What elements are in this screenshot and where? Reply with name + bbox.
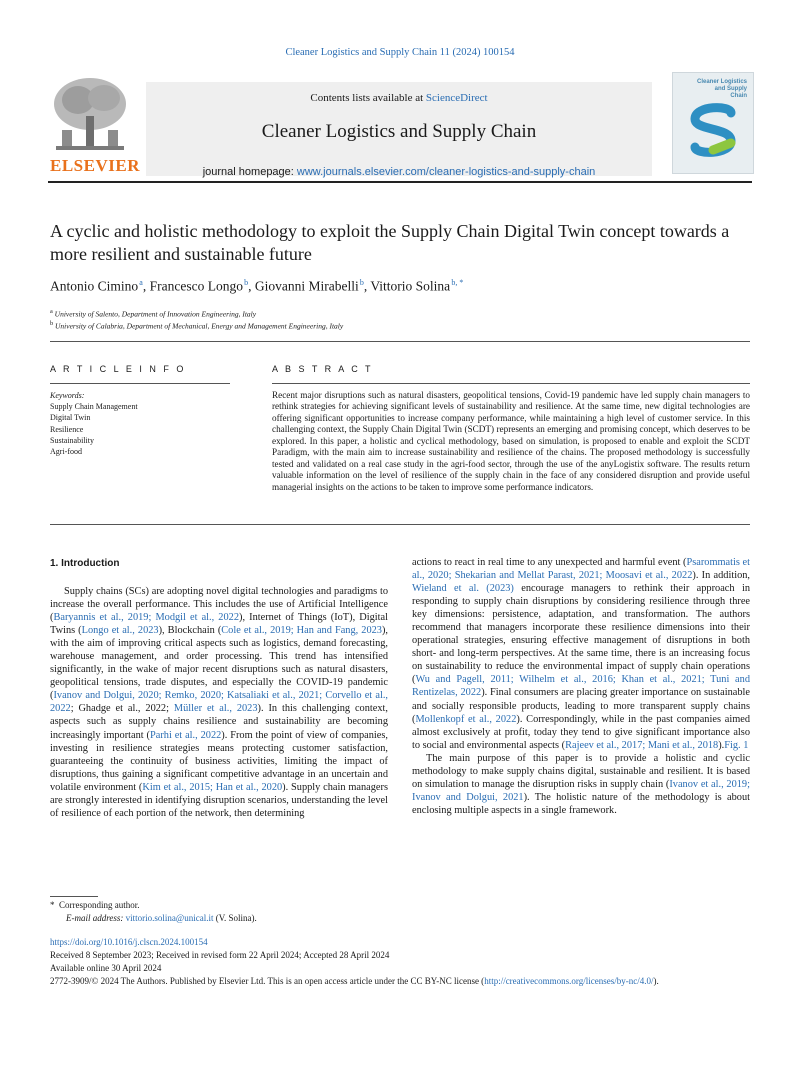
- journal-citation[interactable]: Cleaner Logistics and Supply Chain 11 (2024) 100154: [285, 47, 515, 58]
- keyword-item: Digital Twin: [50, 413, 91, 423]
- cover-s-logo-icon: [673, 73, 753, 173]
- article-info-heading: A R T I C L E I N F O: [50, 364, 186, 374]
- homepage-label: journal homepage:: [202, 166, 297, 178]
- tree-icon: [48, 72, 132, 156]
- keyword-item: Supply Chain Management: [50, 402, 138, 412]
- reference-link[interactable]: Rajeev et al., 2017; Mani et al., 2018: [565, 739, 719, 751]
- abstract-heading: A B S T R A C T: [272, 364, 374, 374]
- email-label: E-mail address:: [66, 913, 126, 923]
- journal-banner: [48, 72, 752, 176]
- license-line: [50, 975, 750, 988]
- reference-link[interactable]: Ivanov et al., 2019; Ivanov and Dolgui, 2021: [412, 778, 750, 803]
- license-text: 2772-3909/© 2024 The Authors. Published by Elsevier Ltd. This is an open access article under the CC BY-NC license (: [50, 976, 485, 986]
- author-affil-mark[interactable]: b, *: [451, 278, 464, 287]
- author-affil-mark[interactable]: a: [139, 278, 143, 287]
- body-text: encourage managers to rethink their approach in responding to supply chain disruptions by considering resilience through three key dimensions: persistence, adaptation, and transformation. The authors recommend that managers incorporate these resilience dimensions into their operational strategies, ensuring effective management of disruptions in both short- and long-term perspectives. At the same time, there is an increasing focus on sustainability to reduce the environmental impact of supply chain operations (: [412, 583, 750, 686]
- corresponding-label: Corresponding author.: [59, 900, 140, 910]
- body-text: ). In addition,: [692, 570, 750, 582]
- reference-link[interactable]: Fig. 1: [724, 739, 749, 751]
- keywords-label: Keywords:: [50, 391, 85, 400]
- author-affil-mark[interactable]: b: [359, 278, 364, 287]
- corresponding-author-note: [50, 899, 140, 912]
- doi-text[interactable]: https://doi.org/10.1016/j.clscn.2024.100154: [50, 937, 208, 947]
- license-suffix: ).: [653, 976, 659, 986]
- homepage-link[interactable]: www.journals.elsevier.com/cleaner-logistics-and-supply-chain: [296, 166, 596, 178]
- footnote-rule: [50, 896, 98, 897]
- abstract-bottom-rule: [50, 524, 750, 525]
- author-name[interactable]: Francesco Longo: [149, 278, 243, 294]
- body-text: ). Final consumers are placing greater importance on sustainable and socially responsible products, leading to more transparent supply chains (: [412, 687, 750, 725]
- reference-link[interactable]: Mollenkopf et al., 2022: [415, 713, 517, 725]
- available-online-line: Available online 30 April 2024: [50, 963, 162, 973]
- intro-paragraph: [412, 556, 750, 752]
- abstract-rule: [272, 383, 750, 384]
- affil-mark: b: [50, 320, 54, 327]
- body-text: ). Supply chain managers are strongly interested in identifying disruption scenarios, understanding the level of resilience of each portion of the network, then determining: [50, 781, 388, 819]
- body-text: ), Blockchain (: [158, 625, 222, 637]
- reference-link[interactable]: Kim et al., 2015; Han et al., 2020: [142, 781, 283, 793]
- author-name[interactable]: Giovanni Mirabelli: [254, 278, 359, 294]
- email-suffix: (V. Solina).: [213, 913, 257, 923]
- journal-name: Cleaner Logistics and Supply Chain: [261, 121, 537, 142]
- section-heading: 1. Introduction: [50, 558, 120, 569]
- reference-link[interactable]: Longo et al., 2023: [81, 625, 159, 637]
- reference-link[interactable]: Psarommatis et al., 2020; Shekarian and Mellat Parast, 2021; Moosavi et al., 2022: [412, 557, 750, 582]
- contents-line: [146, 92, 652, 104]
- body-text: actions to react in real time to any unexpected and harmful event (: [412, 557, 687, 568]
- intro-paragraph: [412, 752, 750, 817]
- affiliation-b: [50, 320, 343, 331]
- body-text: ), with the aim of improving critical aspects such as logistics, demand forecasting, warehouse management, and order processing. This trend has intensified significantly, in the wake of major recent disruptions such as natural disasters, geopolitical tensions, trade disputes, and especially the COVID-19 pandemic (: [50, 625, 388, 702]
- affil-rule: [50, 341, 750, 342]
- article-info-rule: [50, 383, 230, 384]
- footnote-star: *: [50, 900, 55, 910]
- reference-link[interactable]: Cole et al., 2019; Han and Fang, 2023: [221, 625, 382, 637]
- journal-header-panel: [146, 82, 652, 176]
- affiliation-a: [50, 308, 256, 319]
- dates-line: Received 8 September 2023; Received in revised form 22 April 2024; Accepted 28 April 2024: [50, 950, 390, 960]
- body-text: ; Ghadge et al., 2022;: [70, 703, 174, 715]
- article-title: A cyclic and holistic methodology to exploit the Supply Chain Digital Twin concept towards a more resilient and sustainable future: [50, 221, 730, 264]
- author-list: [50, 278, 463, 295]
- affil-mark: a: [50, 308, 53, 315]
- reference-link[interactable]: Wu and Pagell, 2011; Wilhelm et al., 2016; Khan et al., 2021; Tuni and Rentizelas, 2022: [412, 674, 750, 699]
- doi-link[interactable]: [50, 936, 750, 949]
- body-text: ). The holistic nature of the methodology is about enclosing multiple aspects in a single framework.: [412, 791, 750, 816]
- body-text: Supply chains (SCs) are adopting novel digital technologies and paradigms to increase the overall performance. This includes the use of Artificial Intelligence (: [50, 586, 388, 624]
- reference-link[interactable]: Baryannis et al., 2019; Modgil et al., 2022: [53, 612, 239, 624]
- author-separator: ,: [142, 278, 150, 294]
- author-name[interactable]: Vittorio Solina: [370, 278, 451, 294]
- email-link[interactable]: vittorio.solina@unical.it: [125, 913, 214, 923]
- body-text: The main purpose of this paper is to provide a holistic and cyclic methodology to make supply chains digital, sustainable and resilient. It is based on simulation to manage the disruption risks in supply chain (: [412, 752, 750, 790]
- journal-homepage: [146, 166, 652, 178]
- cover-title: Cleaner Logistics and Supply Chain: [697, 79, 748, 99]
- abstract-text: Recent major disruptions such as natural disasters, geopolitical tensions, Covid-19 pandemic have led supply chain managers to rethink strategies for achieving significant levels of sustainability and resilience. At the same time, new digital technologies are offering significant opportunities to increase company performance, while maintaining a high level of customer service. In this challenging context, the Supply Chain Digital Twin (SCDT) represents an emerging and promising concept, which deserves to be explored. In this paper, a holistic and cyclical methodology, based on simulation, is proposed to enable and exploit the SCDT Paradigm, with the main aim to increase sustainability and resilience of the chains. The proposed methodology is successfully tested and validated on a real case study in the agri-food sector, through the use of the anyLogistix software. The results return valuable information on the level of resilience of the supply chain in the face of any considered disruption and provide useful managerial insights on the actions to be taken to improve some performance indicators.: [272, 390, 750, 492]
- sciencedirect-link[interactable]: ScienceDirect: [425, 92, 488, 104]
- reference-link[interactable]: Wieland et al. (2023): [412, 583, 514, 595]
- header-rule: [48, 181, 752, 183]
- intro-right-column: [412, 556, 750, 817]
- affil-text: University of Salento, Department of Innovation Engineering, Italy: [54, 309, 257, 319]
- contents-prefix: Contents lists available at: [310, 92, 426, 104]
- author-separator: ,: [363, 278, 371, 294]
- body-text: ). From the point of view of companies, investing in resilience strategies means protecting customer satisfaction, guaranteeing the continuity of business activities, limiting the impact of disruptions, thus gaining a significant competitive advantage in an uncertain and volatile environment (: [50, 729, 389, 793]
- reference-link[interactable]: Müller et al., 2023: [173, 703, 258, 715]
- body-text: ).: [718, 739, 725, 751]
- license-link[interactable]: http://creativecommons.org/licenses/by-nc/4.0/: [484, 976, 654, 986]
- publisher-logo-text: ELSEVIER: [50, 156, 140, 175]
- keyword-item: Sustainability: [50, 435, 94, 445]
- author-separator: ,: [248, 278, 255, 294]
- body-text: ). In this challenging context, aspects such as supply chains resilience and sustainability are becoming increasingly important (: [50, 703, 388, 741]
- keywords-block: [50, 390, 138, 457]
- reference-link[interactable]: Ivanov and Dolgui, 2020; Remko, 2020; Katsaliaki et al., 2021; Corvello et al., 2022: [50, 690, 388, 715]
- author-affil-mark[interactable]: b: [244, 278, 249, 287]
- keyword-item: Agri-food: [50, 447, 82, 457]
- body-text: ), Internet of Things (IoT), Digital Twins (: [50, 612, 388, 637]
- keyword-item: Resilience: [50, 424, 84, 434]
- intro-paragraph: [50, 585, 388, 820]
- author-name[interactable]: Antonio Cimino: [50, 278, 139, 294]
- journal-cover-thumbnail[interactable]: [672, 72, 754, 174]
- affil-text: University of Calabria, Department of Mechanical, Energy and Management Engineering, Italy: [55, 321, 344, 331]
- email-note: [66, 912, 257, 925]
- elsevier-tree-logo[interactable]: [48, 72, 140, 176]
- body-text: ). Correspondingly, while in the past companies aimed almost exclusively at profit, today they tend to give significant importance also to social and environmental aspects (: [412, 713, 751, 751]
- reference-link[interactable]: Parhi et al., 2022: [150, 729, 222, 741]
- intro-left-column: [50, 585, 388, 820]
